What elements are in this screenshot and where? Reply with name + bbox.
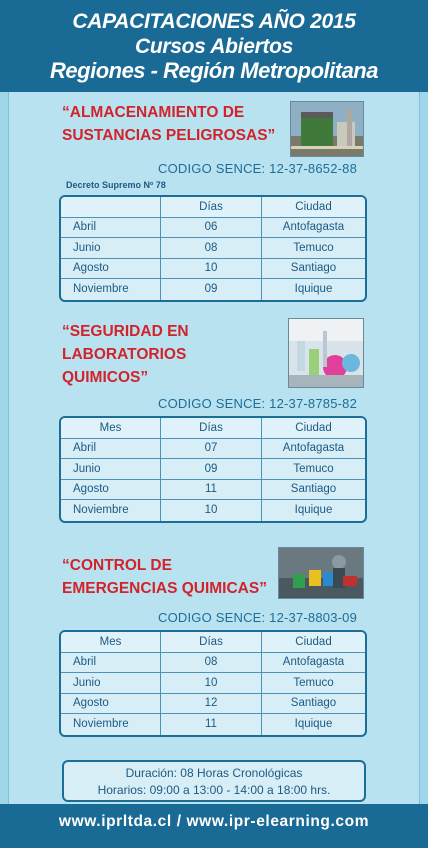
course-title-line: “CONTROL DE (62, 557, 172, 574)
table-row (61, 218, 365, 239)
cell-city: Iquique (294, 504, 333, 517)
cell-month: Junio (61, 459, 161, 480)
cell-days: 12 (161, 694, 262, 715)
cell-city: Antofagasta (262, 218, 365, 239)
table-row (61, 653, 365, 674)
course-title-line: “ALMACENAMIENTO DE (62, 104, 245, 121)
cell-days: 08 (161, 238, 262, 259)
course-title-line: LABORATORIOS (62, 346, 187, 363)
cell-month: Agosto (61, 259, 161, 280)
table-row (61, 459, 365, 480)
column-header-month: Mes (61, 418, 161, 439)
cell-month: Abril (61, 653, 161, 674)
schedule-table (59, 630, 367, 737)
cell-days: 09 (161, 279, 262, 300)
course-title-almacenamiento (62, 101, 275, 147)
cell-city: Antofagasta (262, 439, 365, 460)
column-header-month: Mes (61, 632, 161, 653)
cell-month: Abril (61, 218, 161, 239)
cell-month: Junio (61, 673, 161, 694)
cell-days: 11 (161, 480, 262, 501)
cell-days: 07 (161, 439, 262, 460)
column-header-city: Ciudad (262, 418, 365, 439)
cell-month: Abril (61, 439, 161, 460)
cell-month: Agosto (61, 694, 161, 715)
table-header-row (61, 197, 365, 218)
laboratory-photo (288, 318, 364, 388)
warehouse-photo (290, 101, 364, 157)
schedule-table (59, 195, 367, 302)
cell-month: Noviembre (61, 714, 161, 735)
cell-days: 10 (161, 259, 262, 280)
cell-days: 08 (161, 653, 262, 674)
cell-city: Temuco (262, 673, 365, 694)
hours-text: Horarios: 09:00 a 13:00 - 14:00 a 18:00 hrs. (97, 783, 331, 797)
footer-banner (0, 804, 428, 848)
table-row (61, 238, 365, 259)
column-header-city: Ciudad (262, 197, 365, 218)
sence-code: CODIGO SENCE: 12-37-8785-82 (158, 396, 358, 411)
cell-city: Santiago (262, 694, 365, 715)
cell-city: Antofagasta (262, 653, 365, 674)
course-title-control (62, 554, 267, 600)
column-header-days: Días (161, 197, 262, 218)
emergency-photo (278, 547, 364, 599)
column-header-month (61, 197, 161, 218)
column-header-city: Ciudad (262, 632, 365, 653)
table-row (61, 259, 365, 280)
header-banner (0, 0, 428, 92)
schedule-info-box (62, 760, 366, 802)
column-header-days: Días (161, 632, 262, 653)
table-row (61, 694, 365, 715)
cell-month: Noviembre (61, 500, 161, 521)
course-title-line: SUSTANCIAS PELIGROSAS” (62, 127, 276, 144)
cell-days: 09 (161, 459, 262, 480)
table-row (61, 279, 365, 300)
table-row (61, 500, 365, 521)
schedule-table (59, 416, 367, 523)
table-header-row (61, 632, 365, 653)
table-row (61, 480, 365, 501)
course-title-line: “SEGURIDAD EN (62, 323, 189, 340)
cell-city: Iquique (294, 283, 333, 296)
cell-days: 11 (161, 714, 262, 735)
footer-links[interactable]: www.iprltda.cl / www.ipr-elearning.com (58, 813, 370, 830)
decree-note: Decreto Supremo Nº 78 (66, 180, 166, 190)
header-regions: Regiones - Región Metropolitana (50, 58, 378, 83)
course-title-seguridad (62, 320, 189, 389)
cell-city: Iquique (294, 718, 333, 731)
cell-month: Noviembre (61, 279, 161, 300)
cell-days: 06 (161, 218, 262, 239)
sence-code: CODIGO SENCE: 12-37-8803-09 (158, 610, 358, 625)
table-row (61, 673, 365, 694)
cell-month: Junio (61, 238, 161, 259)
header-subtitle: Cursos Abiertos (134, 35, 294, 58)
cell-days: 10 (161, 673, 262, 694)
table-header-row (61, 418, 365, 439)
header-title: CAPACITACIONES AÑO 2015 (72, 10, 356, 33)
cell-month: Agosto (61, 480, 161, 501)
course-title-line: QUIMICOS” (62, 369, 149, 386)
cell-city: Santiago (262, 480, 365, 501)
table-row (61, 714, 365, 735)
cell-city: Temuco (262, 459, 365, 480)
column-header-days: Días (161, 418, 262, 439)
sence-code: CODIGO SENCE: 12-37-8652-88 (158, 161, 358, 176)
duration-text: Duración: 08 Horas Cronológicas (125, 766, 303, 780)
cell-city: Santiago (262, 259, 365, 280)
course-title-line: EMERGENCIAS QUIMICAS” (62, 580, 267, 597)
table-row (61, 439, 365, 460)
cell-days: 10 (161, 500, 262, 521)
cell-city: Temuco (262, 238, 365, 259)
